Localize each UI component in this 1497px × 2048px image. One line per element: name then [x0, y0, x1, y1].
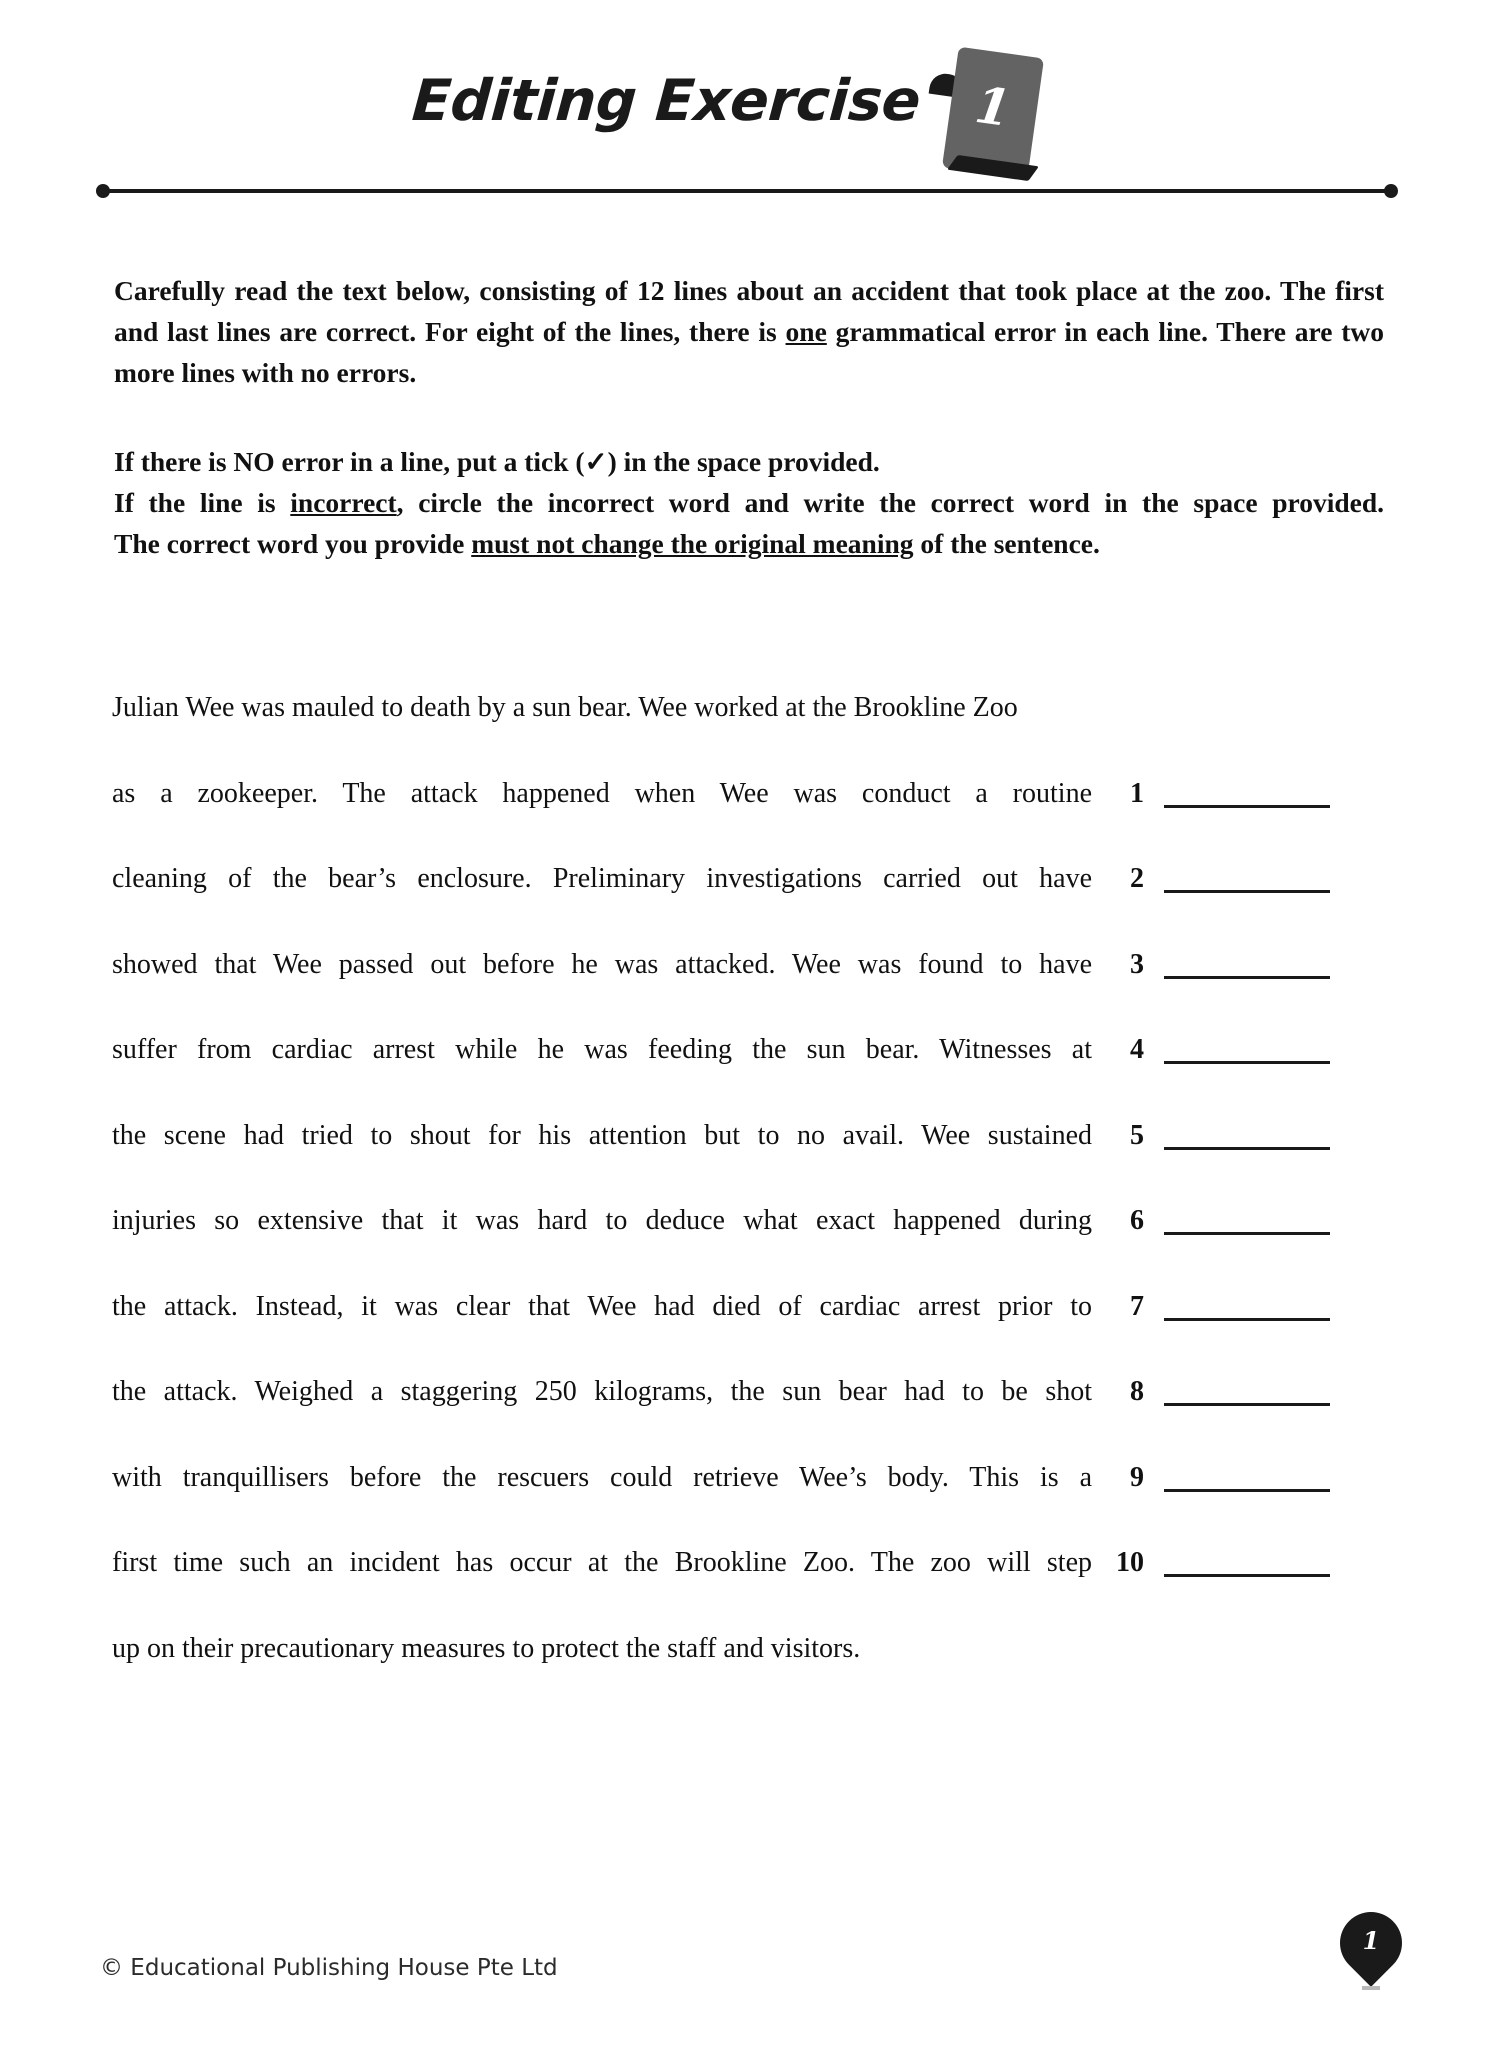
passage-line-text: as a zookeeper. The attack happened when Wee was conduct a routine [112, 777, 1092, 809]
passage-line-text: suffer from cardiac arrest while he was feeding the sun bear. Witnesses at [112, 1034, 1092, 1065]
passage-row [112, 1203, 1402, 1289]
instruction-tick-line: If there is NO error in a line, put a tick (✓) in the space provided. [114, 446, 880, 477]
passage-row [112, 1032, 1402, 1118]
answer-blank[interactable] [1164, 1061, 1330, 1064]
passage-line-text: first time such an incident has occur at the Brookline Zoo. The zoo will step [112, 1547, 1092, 1578]
passage-line-number: 10 [1116, 1547, 1144, 1578]
passage-line-text: Julian Wee was mauled to death by a sun bear. Wee worked at the Brookline Zoo [112, 692, 1018, 723]
answer-blank[interactable] [1164, 805, 1330, 808]
answer-blank[interactable] [1164, 890, 1330, 893]
instruction-p1-part2: grammatical error in each line. There are two more lines with no errors. [114, 316, 1385, 388]
answer-blank[interactable] [1164, 1232, 1330, 1235]
instruction-meaning-part2: of the sentence. [913, 528, 1100, 559]
instruction-incorrect-line [114, 482, 1384, 523]
answer-blank[interactable] [1164, 1574, 1330, 1577]
instruction-incorrect-part2: , circle the incorrect word and write the correct word in the space provided. [396, 487, 1385, 518]
passage-line-text: with tranquillisers before the rescuers could retrieve Wee’s body. This is a [112, 1461, 1092, 1493]
pin-tick-mark [1362, 1986, 1380, 1990]
passage-row [112, 1460, 1402, 1546]
passage-line-number: 4 [1130, 1034, 1144, 1065]
divider-line [103, 189, 1391, 193]
passage-line-text: showed that Wee passed out before he was attacked. Wee was found to have [112, 948, 1092, 980]
answer-blank[interactable] [1164, 1489, 1330, 1492]
passage-line-text: up on their precautionary measures to protect the staff and visitors. [112, 1632, 861, 1664]
answer-blank[interactable] [1164, 1403, 1330, 1406]
passage-row [112, 1289, 1402, 1375]
passage-line-number: 1 [1130, 777, 1144, 809]
instruction-paragraph-2 [114, 441, 1384, 564]
page-title: Editing Exercise [410, 68, 923, 134]
passage-line-number: 6 [1130, 1205, 1144, 1236]
instructions-block [114, 270, 1384, 564]
passage-row [112, 1374, 1402, 1460]
passage-line-number: 5 [1130, 1119, 1144, 1151]
instruction-incorrect-emphasis: incorrect [290, 487, 397, 518]
instruction-meaning-emphasis: must not change the original meaning [471, 528, 914, 559]
header-divider [96, 184, 1398, 198]
instruction-paragraph-1 [114, 270, 1384, 393]
instruction-p1-emphasis: one [785, 316, 827, 347]
passage-row [112, 1631, 1402, 1717]
passage-row [112, 1545, 1402, 1631]
passage-line-text: the attack. Weighed a staggering 250 kilograms, the sun bear had to be shot [112, 1376, 1092, 1407]
passage-row [112, 861, 1402, 947]
exercise-number-badge [930, 52, 1042, 180]
passage-row [112, 776, 1402, 862]
passage-lines [112, 690, 1402, 1716]
page-number-pin-icon [1340, 1912, 1402, 1998]
passage-line-number: 3 [1130, 948, 1144, 980]
passage-line-number: 7 [1130, 1290, 1144, 1322]
instruction-meaning-line [114, 523, 1384, 564]
answer-blank[interactable] [1164, 976, 1330, 979]
passage-row [112, 690, 1402, 776]
instruction-meaning-part1: The correct word you provide [114, 528, 472, 559]
page-number-text: 1 [1362, 1926, 1380, 1955]
passage-line-number: 8 [1130, 1376, 1144, 1407]
passage-line-number: 2 [1130, 863, 1144, 894]
passage-line-text: the attack. Instead, it was clear that Wee had died of cardiac arrest prior to [112, 1290, 1092, 1322]
passage-line-number: 9 [1130, 1461, 1144, 1493]
answer-blank[interactable] [1164, 1147, 1330, 1150]
answer-blank[interactable] [1164, 1318, 1330, 1321]
instruction-p1-part1: Carefully read the text below, consisting of 12 lines about an accident that took place at the zoo. The first and last lines are correct. For eight of the lines, there is [114, 275, 1384, 347]
copyright-notice: © Educational Publishing House Pte Ltd [100, 1955, 558, 1981]
exercise-number-text: 1 [971, 74, 1015, 139]
passage-row [112, 947, 1402, 1033]
instruction-incorrect-part1: If the line is [114, 487, 291, 518]
divider-dot-right-icon [1384, 184, 1398, 198]
passage-row [112, 1118, 1402, 1204]
passage-line-text: cleaning of the bear’s enclosure. Preliminary investigations carried out have [112, 863, 1092, 894]
passage-line-text: the scene had tried to shout for his attention but to no avail. Wee sustained [112, 1119, 1092, 1151]
passage-line-text: injuries so extensive that it was hard to deduce what exact happened during [112, 1205, 1092, 1236]
page-header [0, 0, 1497, 215]
